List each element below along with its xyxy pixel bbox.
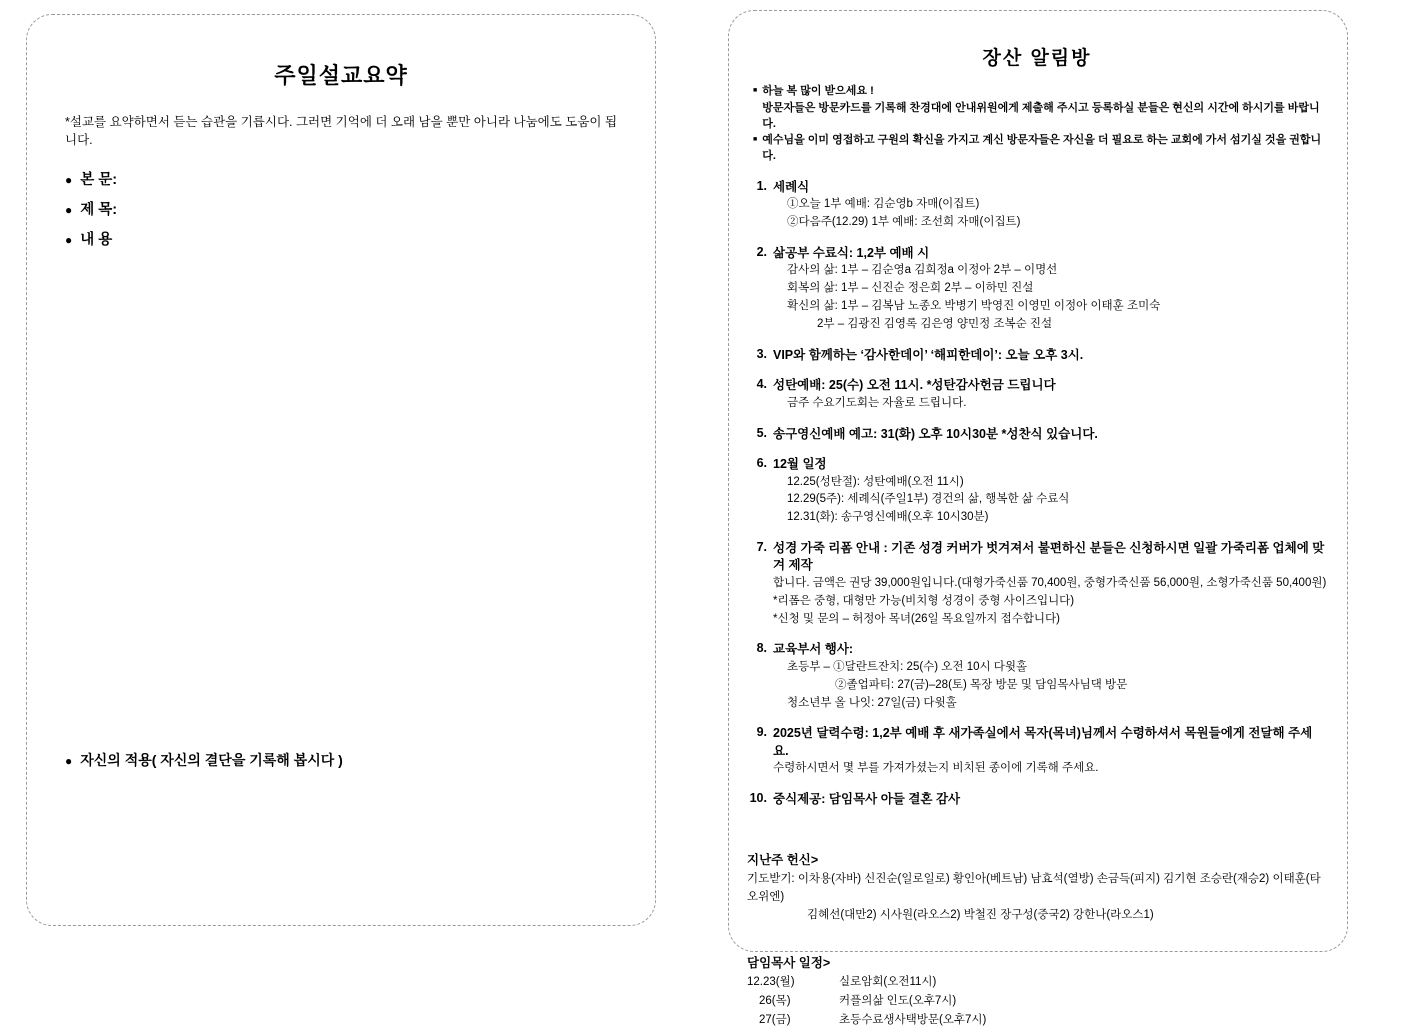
item-number: 1. [756, 178, 767, 193]
left-note: *설교를 요약하면서 듣는 습관을 기릅시다. 그러면 기억에 더 오래 남을 뿐만 아니라 나눔에도 도움이 됩니다. [65, 115, 618, 147]
list-item [747, 347, 1327, 365]
notice-text-group [762, 133, 1327, 165]
schedule-desc: 초등수료생사택방문(오후7시) [839, 1013, 987, 1026]
item-detail: 12.31(화): 송구영신예배(오후 10시30분) [787, 511, 989, 524]
notice-head: 하늘 복 많이 받으세요 ! [762, 85, 874, 97]
list-item [747, 641, 1327, 712]
field-label-application: 자신의 적용( 자신의 결단을 기록해 봅시다 ) [80, 752, 343, 768]
note-writing-area [53, 258, 629, 750]
item-body [773, 540, 1327, 628]
item-heading: 교육부서 행사: [773, 642, 854, 657]
item-detail: 청소년부 올 나잇: 27일(금) 다윗홀 [787, 696, 957, 709]
schedule-row [747, 1011, 1327, 1030]
item-body [773, 347, 1327, 365]
item-detail: 수령하시면서 몇 부를 가져가셨는지 비치된 종이에 기록해 주세요. [773, 762, 1099, 775]
item-number: 8. [756, 641, 767, 656]
bullet-dot-icon: ● [65, 233, 73, 247]
item-detail: 회복의 삶: 1부 – 신진순 정은희 2부 – 이하민 진설 [787, 282, 1034, 295]
item-detail: 12.29(5주): 세례식(주일1부) 경건의 삶, 행복한 삶 수료식 [787, 493, 1070, 506]
field-row-content [65, 228, 629, 249]
item-heading: 삶공부 수료식: 1,2부 예배 시 [773, 245, 930, 260]
spacer [747, 925, 1327, 953]
item-detail: 합니다. 금액은 권당 39,000원입니다.(대형가죽신품 70,400원, 중형가죽신품 56,000원, 소형가죽신품 50,400원) [773, 576, 1327, 589]
notice-head: 예수님을 이미 영접하고 구원의 확신을 가지고 계신 방문자들은 자신을 더 필요로 하는 교회에 가서 섬기실 것을 권합니다. [762, 133, 1322, 162]
list-item [747, 426, 1327, 444]
item-detail: *신청 및 문의 – 허정아 목녀(26일 목요일까지 접수합니다) [773, 612, 1060, 625]
pastor-schedule-section [747, 953, 1327, 1030]
list-item [747, 791, 1327, 809]
item-detail: 확신의 삶: 1부 – 김복남 노종오 박병기 박영진 이영민 이정아 이태훈 조미숙 [787, 300, 1161, 313]
item-body [773, 179, 1327, 232]
item-detail: 12.25(성탄절): 성탄예배(오전 11시) [787, 475, 964, 488]
item-heading: 성탄예배: 25(수) 오전 11시. *성탄감사헌금 드립니다 [773, 378, 1056, 393]
item-heading: 성경 가죽 리폼 안내 : 기존 성경 커버가 벗겨져서 불편하신 분들은 신청하시면 일괄 가죽리폼 업체에 맞겨 제작 [773, 540, 1325, 573]
offering-title: 지난주 헌신> [747, 852, 819, 867]
schedule-desc: 실로암회(오전11시) [839, 975, 937, 988]
item-detail: 금주 수요기도회는 자율로 드립니다. [787, 396, 967, 409]
item-detail: 감사의 삶: 1부 – 김순영a 김희정a 이정아 2부 – 이명선 [787, 264, 1058, 277]
left-page-title: 주일설교요약 [274, 63, 408, 88]
item-body [773, 456, 1327, 527]
item-detail: *리폼은 중형, 대형만 가능(비치형 성경이 중형 사이즈입니다) [773, 594, 1075, 607]
item-heading: 2025년 달력수령: 1,2부 예배 후 새가족실에서 목자(목녀)님께서 수령하셔서 목원들에게 전달해 주세요. [773, 726, 1313, 758]
item-body [773, 725, 1327, 778]
item-detail: 초등부 – ①달란트잔치: 25(수) 오전 10시 다윗홀 [787, 660, 1028, 673]
field-label-scripture: 본 문: [80, 172, 118, 188]
item-number: 7. [756, 539, 767, 554]
bullet-dot-icon: ● [65, 173, 73, 187]
item-heading: VIP와 함께하는 ‘감사한데이’ ‘해피한데이’: 오늘 오후 3시. [773, 347, 1084, 362]
list-item [747, 540, 1327, 628]
notice-row [753, 84, 1327, 133]
item-number: 3. [756, 346, 767, 361]
schedule-date: 12.23(월) [747, 975, 795, 988]
notice-text-group [762, 84, 1327, 133]
sermon-summary-panel [26, 14, 656, 926]
list-item [747, 245, 1327, 334]
item-number: 10. [749, 791, 767, 806]
offering-line: 김혜선(대만2) 시사원(라오스2) 박철진 장구성(중국2) 강한나(라오스1) [807, 909, 1154, 922]
item-heading: 송구영신예배 예고: 31(화) 오후 10시30분 *성찬식 있습니다. [773, 426, 1098, 441]
field-label-title: 제 목: [80, 202, 118, 218]
offering-section [747, 850, 1327, 925]
spacer [747, 822, 1327, 850]
square-bullet-icon: ■ [753, 135, 758, 143]
item-body [773, 426, 1327, 444]
list-item [747, 456, 1327, 527]
item-body [773, 245, 1327, 334]
item-detail: ①오늘 1부 예배: 김순영b 자매(이집트) [787, 198, 980, 211]
item-body [773, 791, 1327, 809]
schedule-desc: 커플의삶 인도(오후7시) [839, 994, 957, 1007]
square-bullet-icon: ■ [753, 87, 758, 94]
list-item [747, 179, 1327, 232]
schedule-date: 26(목) [759, 994, 791, 1007]
item-number: 2. [756, 244, 767, 259]
notice-sub: 방문자들은 방문카드를 기록해 찬경대에 안내위원에게 제출해 주시고 등록하실 분들은 현신의 시간에 하시기를 바랍니다. [762, 101, 1320, 131]
item-heading: 중식제공: 담임목사 아들 결혼 감사 [773, 792, 961, 807]
item-detail: ②다음주(12.29) 1부 예배: 조선희 자매(이집트) [787, 216, 1021, 229]
item-body [773, 377, 1327, 412]
list-item [747, 377, 1327, 412]
item-detail: 2부 – 김광진 김영록 김은영 양민정 조복순 진설 [817, 317, 1053, 330]
item-number: 5. [756, 425, 767, 440]
right-page-title: 장산 알림방 [982, 48, 1092, 69]
offering-line: 기도받기: 이차용(자바) 신진순(일로일로) 황인아(베트남) 남효석(열방) 손금득(피지) 김기현 조승란(재승2) 이태훈(타오위엔) [747, 872, 1321, 904]
item-heading: 세례식 [773, 179, 810, 194]
field-label-content: 내 용 [80, 232, 113, 248]
item-heading: 12월 일정 [773, 457, 827, 471]
schedule-title: 담임목사 일정> [747, 955, 831, 970]
schedule-row [747, 973, 1327, 992]
announcement-list [747, 179, 1327, 809]
announcements-panel [728, 10, 1348, 1026]
welcome-notices [753, 84, 1327, 165]
item-number: 9. [756, 725, 767, 740]
notice-row [753, 133, 1327, 165]
item-number: 4. [756, 377, 767, 392]
item-body [773, 641, 1327, 712]
field-row-application [65, 750, 629, 770]
list-item [747, 725, 1327, 778]
item-detail: ②졸업파티: 27(금)–28(토) 목장 방문 및 담임목사님댁 방문 [835, 678, 1128, 691]
field-row-title [65, 198, 629, 219]
field-row-text [65, 168, 629, 189]
schedule-date: 27(금) [759, 1013, 791, 1026]
bullet-dot-icon: ● [65, 203, 73, 217]
bullet-dot-icon: ● [65, 754, 73, 768]
schedule-row [747, 992, 1327, 1011]
item-number: 6. [756, 456, 767, 470]
